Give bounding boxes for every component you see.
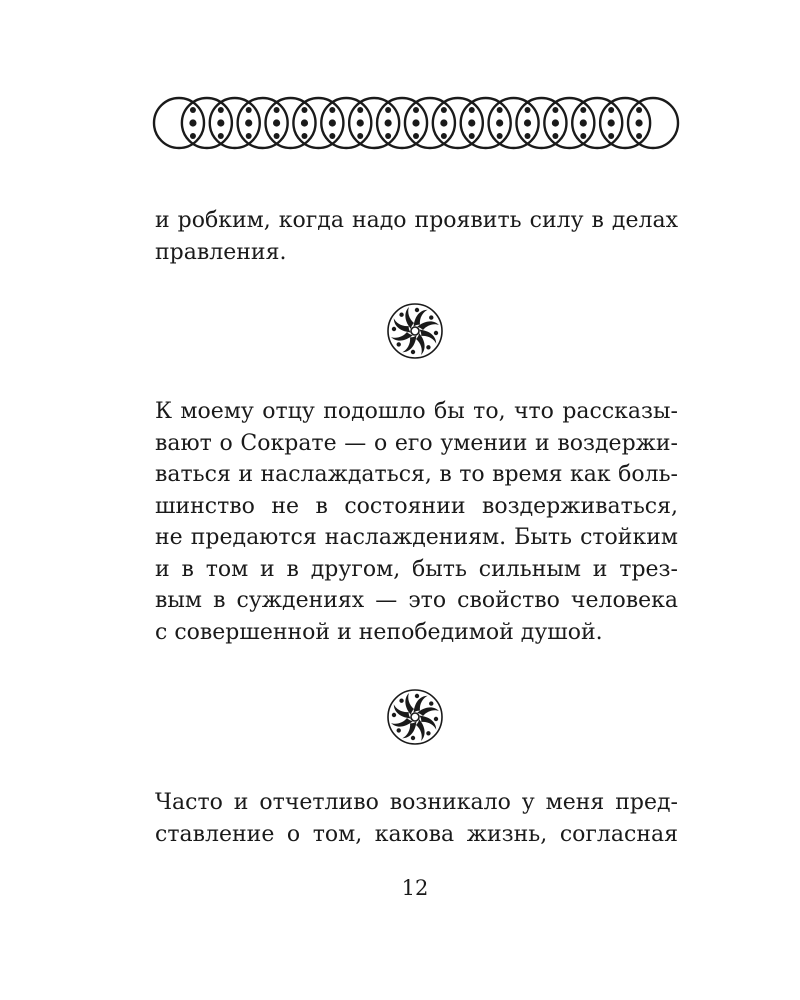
text-line: ваться и наслаждаться, в то время как боль- bbox=[155, 462, 678, 487]
text-line: шинство не в состоянии воздерживаться, bbox=[155, 493, 678, 519]
text-line: ставление о том, какова жизнь, согласная bbox=[155, 821, 678, 847]
text-line: и робким, когда надо проявить силу в делах bbox=[155, 208, 678, 233]
text-line: Часто и отчетливо возникало у меня пред- bbox=[155, 790, 678, 815]
pinwheel-fleuron-icon bbox=[385, 687, 445, 747]
text-line: К моему отцу подошло бы то, что рассказы- bbox=[155, 399, 678, 424]
text-line: и в том и в другом, быть сильным и трез- bbox=[155, 556, 678, 582]
text-line: с совершенной и непобедимой душой. bbox=[155, 619, 603, 645]
interlocking-rings-border-icon bbox=[152, 94, 680, 152]
text-line: правления. bbox=[155, 239, 287, 265]
page-number: 12 bbox=[401, 876, 429, 900]
text-line: вают о Сократе — о его умении и воздержи- bbox=[155, 430, 678, 456]
text-line: не предаются наслаждениям. Быть стойким bbox=[155, 525, 678, 550]
paragraph-2 bbox=[155, 396, 678, 648]
pinwheel-fleuron-icon bbox=[385, 301, 445, 361]
text-line: вым в суждениях — это свойство человека bbox=[155, 588, 678, 613]
paragraph-3 bbox=[155, 787, 678, 850]
paragraph-1 bbox=[155, 205, 678, 268]
